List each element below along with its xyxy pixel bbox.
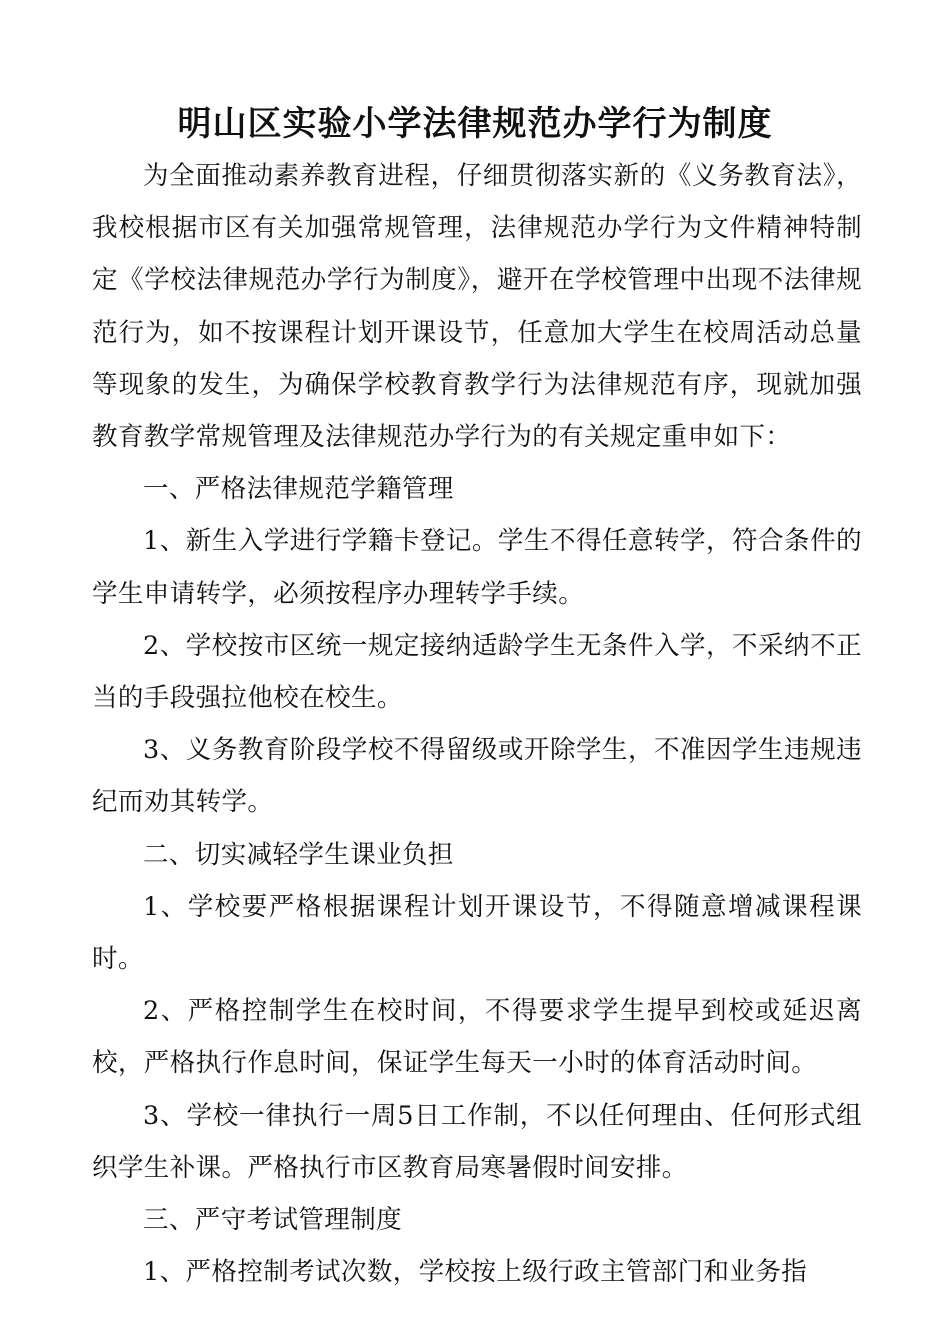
section-1-item-3: 3、义务教育阶段学校不得留级或开除学生，不准因学生违规违纪而劝其转学。 [92, 735, 862, 818]
section-1-item-1: 1、新生入学进行学籍卡登记。学生不得任意转学，符合条件的学生申请转学，必须按程序办理转学手续。 [92, 526, 862, 609]
section-heading-2: 二、切实减轻学生课业负担 [143, 839, 454, 870]
section-2-item-1: 1、学校要严格根据课程计划开课设节，不得随意增减课程课时。 [92, 891, 862, 975]
section-2-item-3: 3、学校一律执行一周5日工作制，不以任何理由、任何形式组织学生补课。严格执行市区教育局寒暑假时间安排。 [92, 1100, 862, 1183]
document-body [92, 150, 862, 1298]
section-3-item-1: 1、严格控制考试次数，学校按上级行政主管部门和业务指 [143, 1257, 808, 1288]
section-heading-3: 三、严守考试管理制度 [143, 1205, 403, 1236]
intro-paragraph: 为全面推动素养教育进程，仔细贯彻落实新的《义务教育法》，我校根据市区有关加强常规管理，法律规范办学行为文件精神特制定《学校法律规范办学行为制度》，避开在学校管理中出现不法律规范行为，如不按课程计划开课设节，任意加大学生在校周活动总量等现象的发生，为确保学校教育教学行为法律规范有序，现就加强教育教学常规管理及法律规范办学行为的有关规定重申如下： [92, 161, 862, 453]
section-1-item-2: 2、学校按市区统一规定接纳适龄学生无条件入学，不采纳不正当的手段强拉他校在校生。 [92, 630, 862, 714]
section-2-item-2: 2、严格控制学生在校时间，不得要求学生提早到校或延迟离校，严格执行作息时间，保证学生每天一小时的体育活动时间。 [92, 996, 862, 1079]
document-title: 明山区实验小学法律规范办学行为制度 [177, 104, 773, 144]
section-heading-1: 一、严格法律规范学籍管理 [143, 474, 454, 505]
